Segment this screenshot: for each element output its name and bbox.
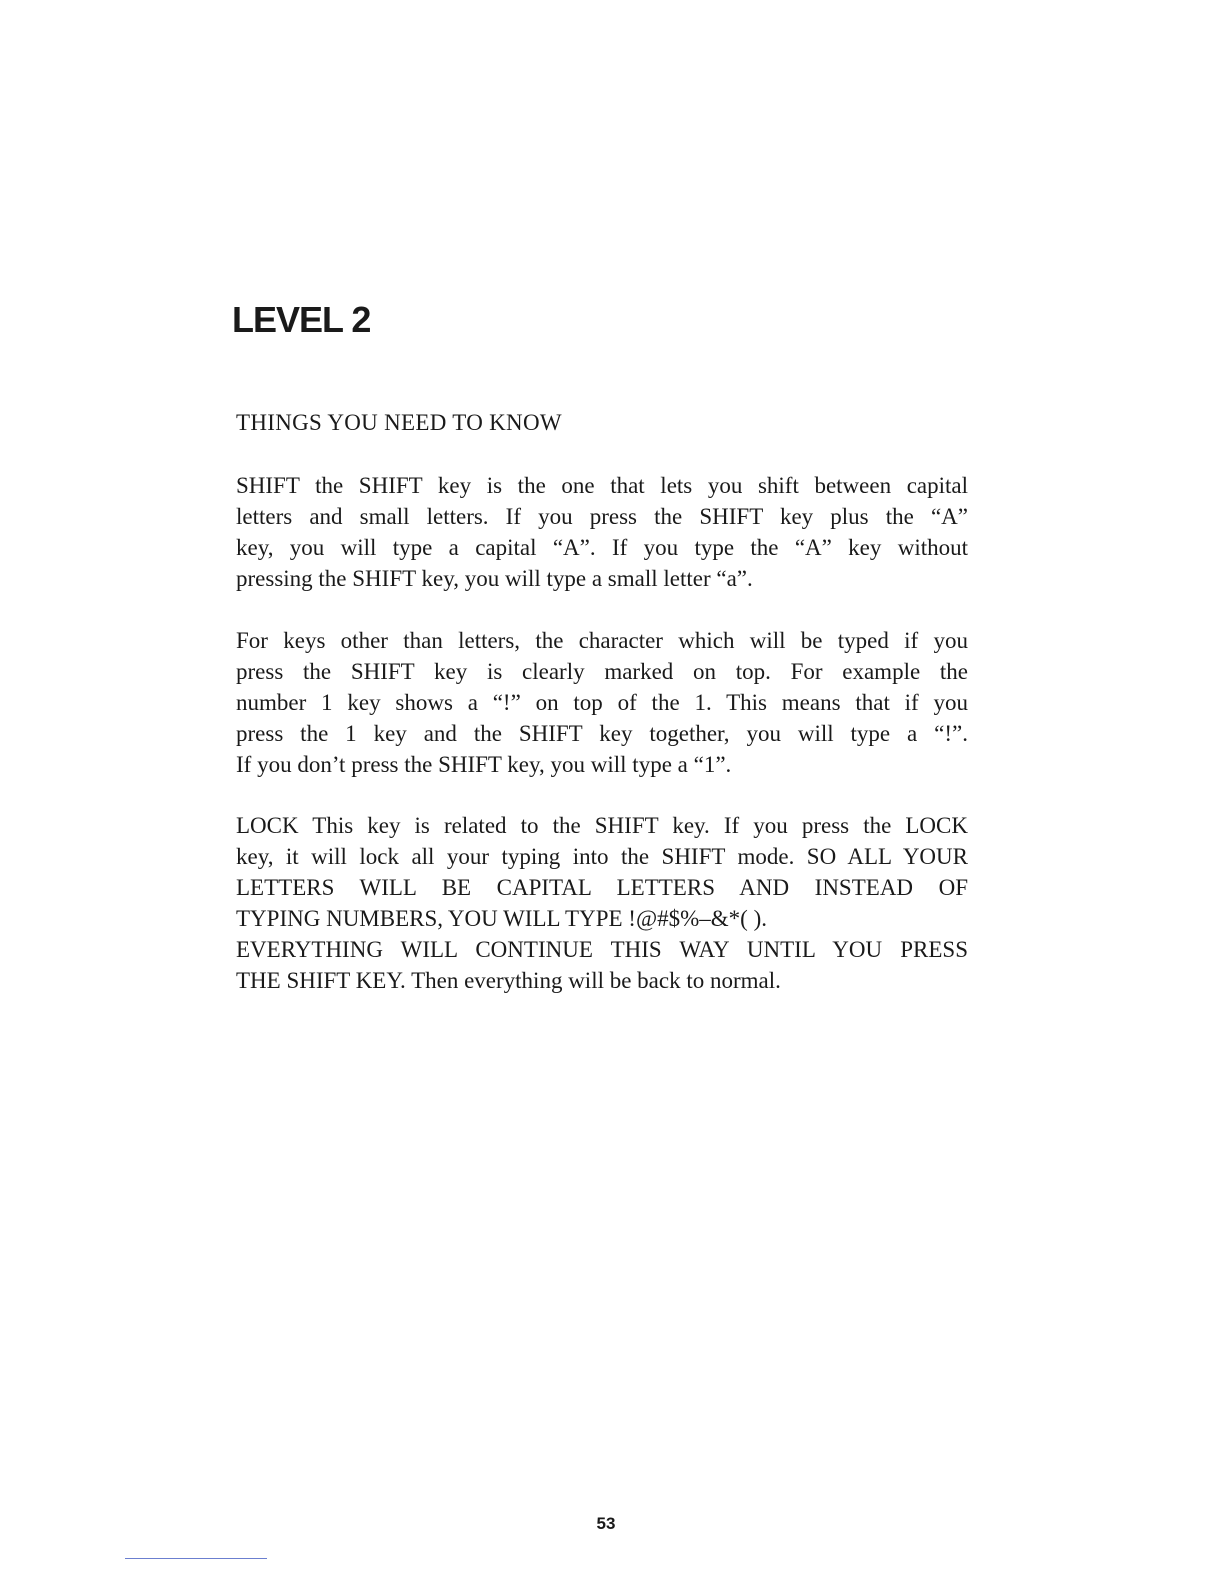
paragraph-line: TYPING NUMBERS, YOU WILL TYPE !@#$%–&*( ).	[236, 906, 767, 931]
paragraph-line: If you don’t press the SHIFT key, you will type a “1”.	[236, 752, 732, 777]
paragraph-line: key, it will lock all your typing into the SHIFT mode. SO ALL YOUR	[236, 844, 968, 869]
shift-paragraph	[236, 470, 968, 594]
paragraph-line: number 1 key shows a “!” on top of the 1. This means that if you	[236, 690, 968, 715]
lock-paragraph	[236, 810, 968, 996]
paragraph-line: pressing the SHIFT key, you will type a small letter “a”.	[236, 566, 753, 591]
paragraph-line: EVERYTHING WILL CONTINUE THIS WAY UNTIL YOU PRESS	[236, 937, 968, 962]
section-heading: THINGS YOU NEED TO KNOW	[236, 410, 562, 435]
paragraph-line: LETTERS WILL BE CAPITAL LETTERS AND INSTEAD OF	[236, 875, 968, 900]
paragraph-line: press the SHIFT key is clearly marked on top. For example the	[236, 659, 968, 684]
paragraph-line: key, you will type a capital “A”. If you type the “A” key without	[236, 535, 968, 560]
footer-rule	[125, 1558, 267, 1559]
other-keys-paragraph	[236, 625, 968, 780]
paragraph-line: letters and small letters. If you press the SHIFT key plus the “A”	[236, 504, 968, 529]
paragraph-line: LOCK This key is related to the SHIFT key. If you press the LOCK	[236, 813, 968, 838]
page-number: 53	[596, 1514, 616, 1533]
paragraph-line: For keys other than letters, the character which will be typed if you	[236, 628, 968, 653]
paragraph-line: THE SHIFT KEY. Then everything will be back to normal.	[236, 968, 781, 993]
paragraph-line: press the 1 key and the SHIFT key together, you will type a “!”.	[236, 721, 968, 746]
paragraph-line: SHIFT the SHIFT key is the one that lets you shift between capital	[236, 473, 968, 498]
level-title: LEVEL 2	[232, 299, 371, 340]
